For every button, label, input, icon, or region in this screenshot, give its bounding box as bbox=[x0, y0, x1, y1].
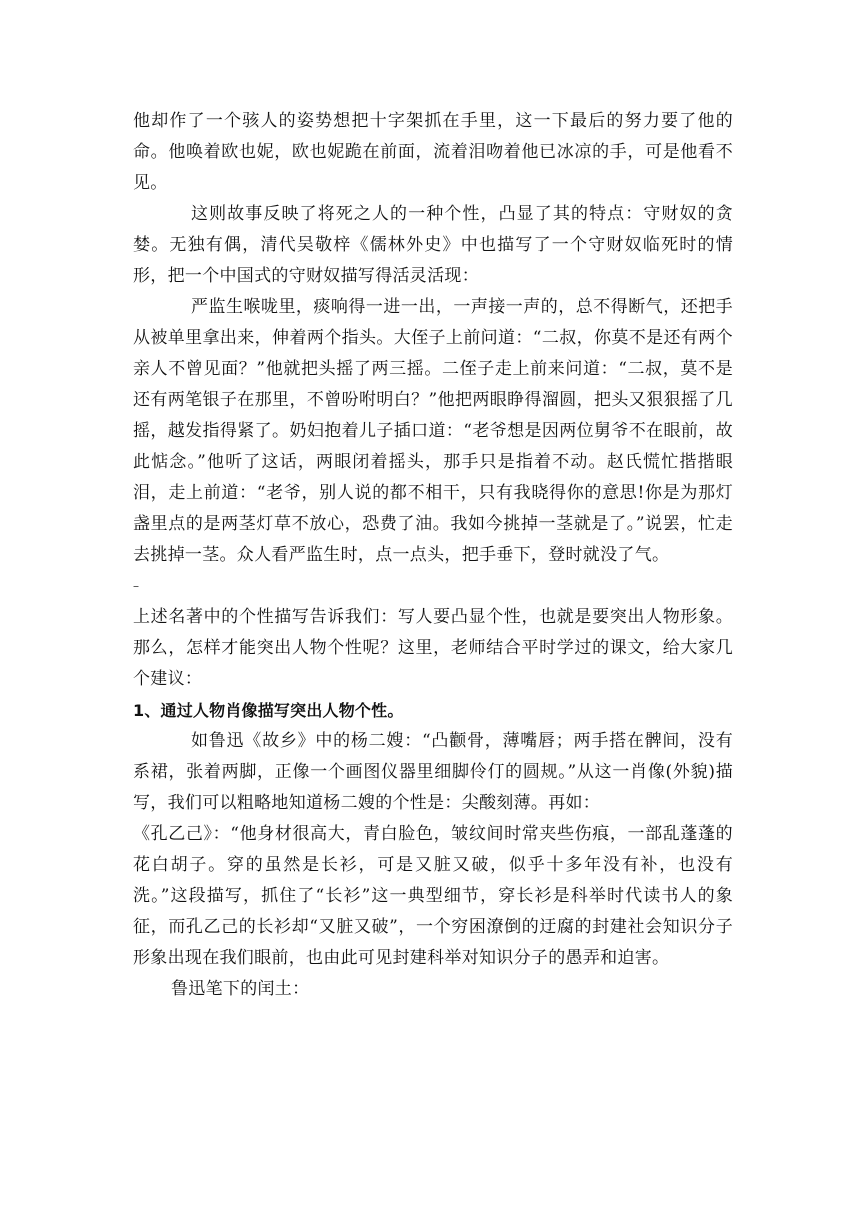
paragraph-kong-yiji: 《孔乙己》：“他身材很高大，青白脸色，皱纹间时常夹些伤痕，一部乱蓬蓬的花白胡子。穿的虽然是长衫，可是又脏又破，似乎十多年没有补，也没有洗。”这段描写，抓住了“长衫”这一典型细节，穿长衫是科举时代读书人的象征，而孔乙己的长衫却“又脏又破”，一个穷困潦倒的迂腐的封建社会知识分子形象出现在我们眼前，也由此可见封建科举对知识分子的愚弄和迫害。 bbox=[133, 824, 733, 968]
section-break-mark: – bbox=[133, 579, 140, 593]
section-heading-portrait: 1、通过人物肖像描写突出人物个性。 bbox=[133, 701, 404, 720]
document-body bbox=[133, 106, 733, 1005]
paragraph-grandet-death: 他却作了一个骇人的姿势想把十字架抓在手里，这一下最后的努力要了他的命。他唤着欧也妮，欧也妮跪在前面，流着泪吻着他已冰凉的手，可是他看不见。 bbox=[133, 111, 733, 193]
paragraph-yang-ersao: 如鲁迅《故乡》中的杨二嫂：“凸颧骨，薄嘴唇；两手搭在髀间，没有系裙，张着两脚，正像一个画图仪器里细脚伶仃的圆规。”从这一肖像(外貌)描写，我们可以粗略地知道杨二嫂的个性是：尖酸刻薄。再如： bbox=[133, 731, 733, 813]
paragraph-yan-jiansheng: 严监生喉咙里，痰响得一进一出，一声接一声的，总不得断气，还把手从被单里拿出来，伸着两个指头。大侄子上前问道：“二叔，你莫不是还有两个亲人不曾见面？”他就把头摇了两三摇。二侄子走上前来问道：“二叔，莫不是还有两笔银子在那里，不曾吩咐明白？”他把两眼睁得溜圆，把头又狠狠摇了几摇，越发指得紧了。奶妇抱着儿子插口道：“老爷想是因两位舅爷不在眼前，故此惦念。”他听了这话，两眼闭着摇头，那手只是指着不动。赵氏慌忙揩揩眼泪，走上前道：“老爷，别人说的都不相干，只有我晓得你的意思!你是为那灯盏里点的是两茎灯草不放心，恐费了油。我如今挑掉一茎就是了。”说罢，忙走去挑掉一茎。众人看严监生时，点一点头，把手垂下，登时就没了气。 bbox=[133, 297, 733, 565]
paragraph-summary: 上述名著中的个性描写告诉我们：写人要凸显个性，也就是要突出人物形象。那么，怎样才能突出人物个性呢？这里，老师结合平时学过的课文，给大家几个建议： bbox=[133, 607, 733, 689]
paragraph-story-analysis: 这则故事反映了将死之人的一种个性，凸显了其的特点：守财奴的贪婪。无独有偶，清代吴敬梓《儒林外史》中也描写了一个守财奴临死时的情形，把一个中国式的守财奴描写得活灵活现： bbox=[133, 204, 733, 286]
paragraph-runtu-intro: 鲁迅笔下的闰土： bbox=[171, 979, 310, 999]
